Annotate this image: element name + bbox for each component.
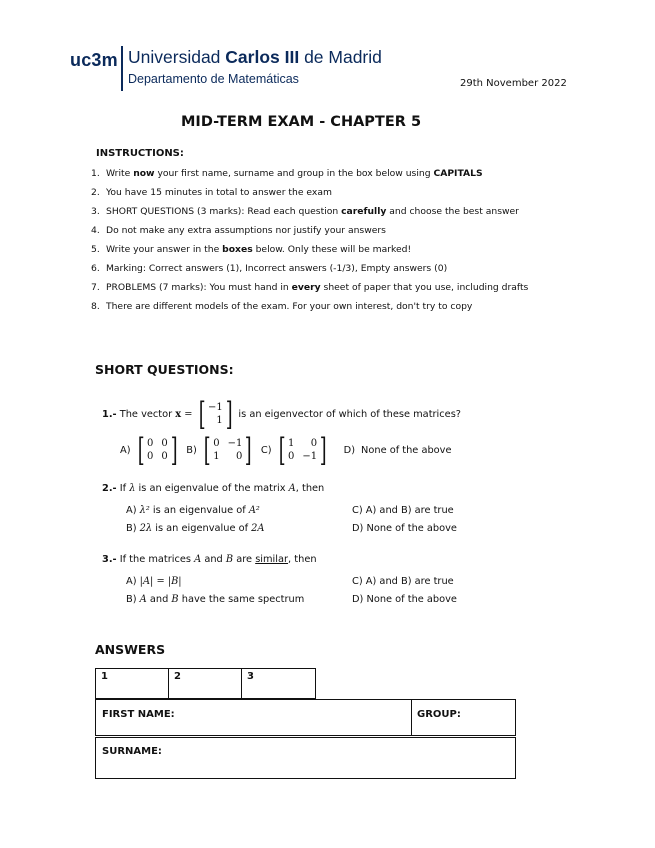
instructions-heading: INSTRUCTIONS:: [96, 148, 184, 159]
answer-box-2[interactable]: [168, 668, 242, 699]
instruction-item: 2. You have 15 minutes in total to answer the exam: [91, 187, 332, 198]
short-questions-heading: SHORT QUESTIONS:: [95, 362, 234, 377]
vector-x: [ −1 1 ]: [198, 395, 233, 433]
question-3-option-c: C) A) and B) are true: [352, 576, 454, 587]
answer-box-3[interactable]: [241, 668, 316, 699]
group-label: GROUP:: [417, 709, 461, 720]
question-2: 2.- If λ is an eigenvalue of the matrix A, then: [102, 483, 325, 494]
matrix-b: [ 0 −1 1 0 ]: [203, 431, 253, 469]
exam-title: MID-TERM EXAM - CHAPTER 5: [181, 114, 422, 130]
question-2-option-b: B) 2λ is an eigenvalue of 2A: [126, 523, 265, 534]
question-1-options: A) [ 0 0 0 0 ] B) [ 0 −1 1 0 ] C) [ 1 0 0 −1 ] D) None of the above: [120, 431, 452, 469]
answer-box-3-label: 3: [247, 671, 254, 682]
logo-divider: [121, 46, 123, 91]
instruction-item: 6. Marking: Correct answers (1), Incorrect answers (-1/3), Empty answers (0): [91, 263, 448, 274]
first-name-box[interactable]: [95, 699, 412, 736]
answer-box-2-label: 2: [174, 671, 181, 682]
question-2-option-c: C) A) and B) are true: [352, 505, 454, 516]
instruction-item: 8. There are different models of the exam. For your own interest, don't try to copy: [91, 301, 473, 312]
surname-box[interactable]: [95, 737, 516, 779]
question-3-option-a: A) |A| = |B|: [126, 576, 182, 587]
question-2-option-d: D) None of the above: [352, 523, 457, 534]
group-box[interactable]: [411, 699, 516, 736]
question-3-option-d: D) None of the above: [352, 594, 457, 605]
uc3m-logo-text: uc3m: [70, 50, 118, 70]
question-2-option-a: A) λ² is an eigenvalue of A²: [126, 505, 260, 516]
question-1: 1.- The vector x = [ −1 1 ] is an eigenvector of which of these matrices?: [102, 395, 461, 433]
instruction-item: 3. SHORT QUESTIONS (3 marks): Read each question carefully and choose the best answer: [91, 206, 519, 217]
exam-date: 29th November 2022: [460, 78, 567, 89]
question-3: 3.- If the matrices A and B are similar, then: [102, 554, 317, 565]
instruction-item: 7. PROBLEMS (7 marks): You must hand in every sheet of paper that you use, including drafts: [91, 282, 529, 293]
surname-label: SURNAME:: [102, 746, 162, 757]
matrix-c: [ 1 0 0 −1 ]: [278, 431, 327, 469]
instruction-item: 1. Write now your first name, surname and group in the box below using CAPITALS: [91, 168, 483, 179]
instruction-item: 4. Do not make any extra assumptions nor justify your answers: [91, 225, 386, 236]
matrix-a: [ 0 0 0 0 ]: [137, 431, 178, 469]
answer-box-1[interactable]: [95, 668, 169, 699]
first-name-label: FIRST NAME:: [102, 709, 175, 720]
university-name: Universidad Carlos III de Madrid: [128, 47, 382, 67]
instruction-item: 5. Write your answer in the boxes below. Only these will be marked!: [91, 244, 412, 255]
department-name: Departamento de Matemáticas: [128, 72, 299, 86]
question-3-option-b: B) A and B have the same spectrum: [126, 594, 305, 605]
answers-heading: ANSWERS: [95, 642, 166, 657]
answer-box-1-label: 1: [101, 671, 108, 682]
